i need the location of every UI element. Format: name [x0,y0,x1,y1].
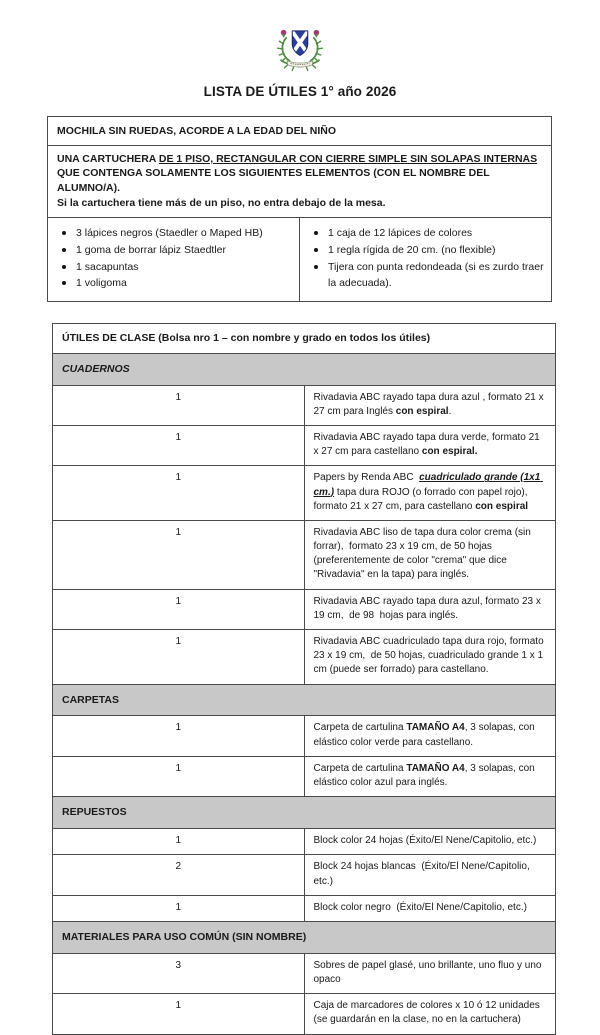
bullet-icon [314,265,318,269]
text-segment: ÚTILES DE CLASE (Bolsa nro 1 – con nombre y grado en todos los útiles) [62,331,431,344]
text-segment: Rivadavia ABC rayado tapa dura verde, formato 21 x 27 cm para castellano [313,431,543,458]
cartuchera-main-text [57,152,542,196]
section-label: MATERIALES PARA USO COMÚN (SIN NOMBRE) [53,921,556,953]
shield [291,30,308,55]
supplies-header-cell [53,323,556,353]
text-segment: MOCHILA SIN RUEDAS, ACORDE A LA EDAD DEL NIÑO [57,125,337,137]
quantity-cell: 1 [53,630,305,685]
text-segment: tapa dura ROJO (o forrado con papel rojo), formato 21 x 27 cm, para castellano [313,486,531,512]
motto-banner [287,61,313,67]
bullet-text: 1 sacapuntas [76,260,139,273]
text-segment: Sobres de papel glasé, uno brillante, uno fluo y uno opaco [313,959,545,985]
text-segment: TAMAÑO A4 [406,762,465,774]
text-segment: con espiral [395,405,449,417]
thistle-flower-right [314,30,320,38]
bullet-item [306,259,545,292]
contents-left-list [54,225,293,291]
bullet-item [306,225,545,242]
text-segment: con espiral [475,500,529,512]
bullet-text: Tijera con punta redondeada (si es zurdo traer la adecuada). [328,260,544,290]
quantity-cell: 1 [53,895,305,921]
contents-right-cell [300,218,552,301]
quantity-cell: 1 [53,994,305,1034]
quantity-cell: 1 [53,589,305,629]
text-segment: Carpeta de cartulina [313,722,407,734]
thistle-flower-left [281,30,287,38]
bullet-item [306,242,545,259]
supply-row [53,953,556,993]
bullet-icon [62,248,66,252]
supply-row [53,756,556,796]
text-segment: , 3 solapas, con elástico color azul para inglés. [313,762,538,789]
text-segment: QUE CONTENGA SOLAMENTE LOS SIGUIENTES ELEMENTOS (CON EL NOMBRE DEL ALUMNO/A). [57,167,490,195]
supply-row [53,716,556,756]
text-segment: Caja de marcadores de colores x 10 ó 12 unidades (se guardarán en la clase, no en la cartuchera) [313,1000,543,1026]
pencilcase-contents-row [48,218,552,301]
description-cell [304,756,556,796]
backpack-pencilcase-table [47,116,552,302]
bullet-icon [314,248,318,252]
section-header-row [53,797,556,829]
text-segment: cuadriculado grande (1x1 cm.) [313,472,544,498]
section-header-row [53,921,556,953]
description-cell [304,466,556,521]
document-page [0,26,600,1026]
text-segment: UNA CARTUCHERA [57,152,159,165]
quantity-cell: 3 [53,953,305,993]
quantity-cell: 1 [53,829,305,855]
text-segment: TAMAÑO A4 [406,722,465,734]
description-cell [304,953,556,993]
supply-row [53,425,556,465]
text-segment: Rivadavia ABC cuadriculado tapa dura rojo, formato 23 x 19 cm, de 50 hojas, cuadriculado grande 1 x 1 cm (puede ser forrado) para castellano. [313,636,547,676]
bullet-item [54,275,293,292]
supply-row [53,994,556,1034]
quantity-cell: 1 [53,385,305,425]
text-segment: Block color negro (Éxito/El Nene/Capitolio, etc.) [313,901,527,913]
text-segment: . [448,405,452,417]
page-title: LISTA DE ÚTILES 1° año 2026 [203,84,397,99]
cartuchera-note-text [57,196,542,211]
bullet-item [54,259,293,276]
description-cell [304,630,556,685]
description-cell [304,425,556,465]
description-cell [304,716,556,756]
description-cell [304,589,556,629]
mochila-cell [48,117,552,146]
text-segment: Rivadavia ABC rayado tapa dura azul, formato 23 x 19 cm, de 98 hojas para inglés. [313,595,544,621]
bullet-text: 1 goma de borrar lápiz Staedtler [76,244,226,257]
mochila-row [48,117,552,146]
quantity-cell: 1 [53,466,305,521]
text-segment: Papers by Renda ABC [313,472,420,484]
supplies-header-row [53,323,556,353]
description-cell [304,855,556,895]
supply-row [53,466,556,521]
bullet-icon [62,231,66,235]
bullet-text: 3 lápices negros (Staedler o Maped HB) [76,227,263,240]
quantity-cell: 1 [53,425,305,465]
text-segment: Rivadavia ABC liso de tapa dura color crema (sin forrar), formato 23 x 19 cm, de 50 hojas (preferentemente de color "crema" que dice "Rivadavia" en la tapa) para inglés. [313,526,534,581]
supplies-table [52,323,556,1035]
text-segment: Si la cartuchera tiene más de un piso, no entra debajo de la mesa. [57,196,386,209]
supply-row [53,520,556,589]
quantity-cell: 1 [53,520,305,589]
supply-row [53,895,556,921]
contents-left-cell [48,218,300,301]
description-cell [304,895,556,921]
text-segment: Block 24 hojas blancas (Éxito/El Nene/Capitolio, etc.) [313,861,533,887]
text-segment: Carpeta de cartulina [313,762,407,774]
text-segment: Rivadavia ABC rayado tapa dura azul , formato 21 x 27 cm para Inglés [313,391,547,417]
bullet-item [54,225,293,242]
school-crest-logo [275,26,325,72]
cartuchera-row [48,145,552,218]
section-label: REPUESTOS [53,797,556,829]
bullet-icon [314,231,318,235]
section-label: CUADERNOS [53,353,556,385]
description-cell [304,994,556,1034]
section-label: CARPETAS [53,684,556,716]
bullet-text: 1 regla rígida de 20 cm. (no flexible) [328,244,496,257]
bullet-text: 1 voligoma [76,277,127,290]
description-cell [304,829,556,855]
supply-row [53,829,556,855]
supply-row [53,855,556,895]
section-header-row [53,353,556,385]
description-cell [304,385,556,425]
text-segment: DE 1 PISO, RECTANGULAR CON CIERRE SIMPLE SIN SOLAPAS INTERNAS [158,152,538,165]
cartuchera-cell [48,145,552,218]
bullet-icon [62,265,66,269]
contents-right-list [306,225,545,291]
supply-row [53,630,556,685]
quantity-cell: 1 [53,756,305,796]
section-header-row [53,684,556,716]
quantity-cell: 2 [53,855,305,895]
text-segment: con espiral. [421,446,478,458]
quantity-cell: 1 [53,716,305,756]
supply-row [53,589,556,629]
text-segment: , 3 solapas, con elástico color verde para castellano. [313,722,538,748]
description-cell [304,520,556,589]
mochila-text [57,125,336,137]
text-segment: Block color 24 hojas (Éxito/El Nene/Capitolio, etc.) [313,835,537,847]
bullet-item [54,242,293,259]
bullet-icon [62,281,66,285]
bullet-text: 1 caja de 12 lápices de colores [328,227,473,240]
supply-row [53,385,556,425]
